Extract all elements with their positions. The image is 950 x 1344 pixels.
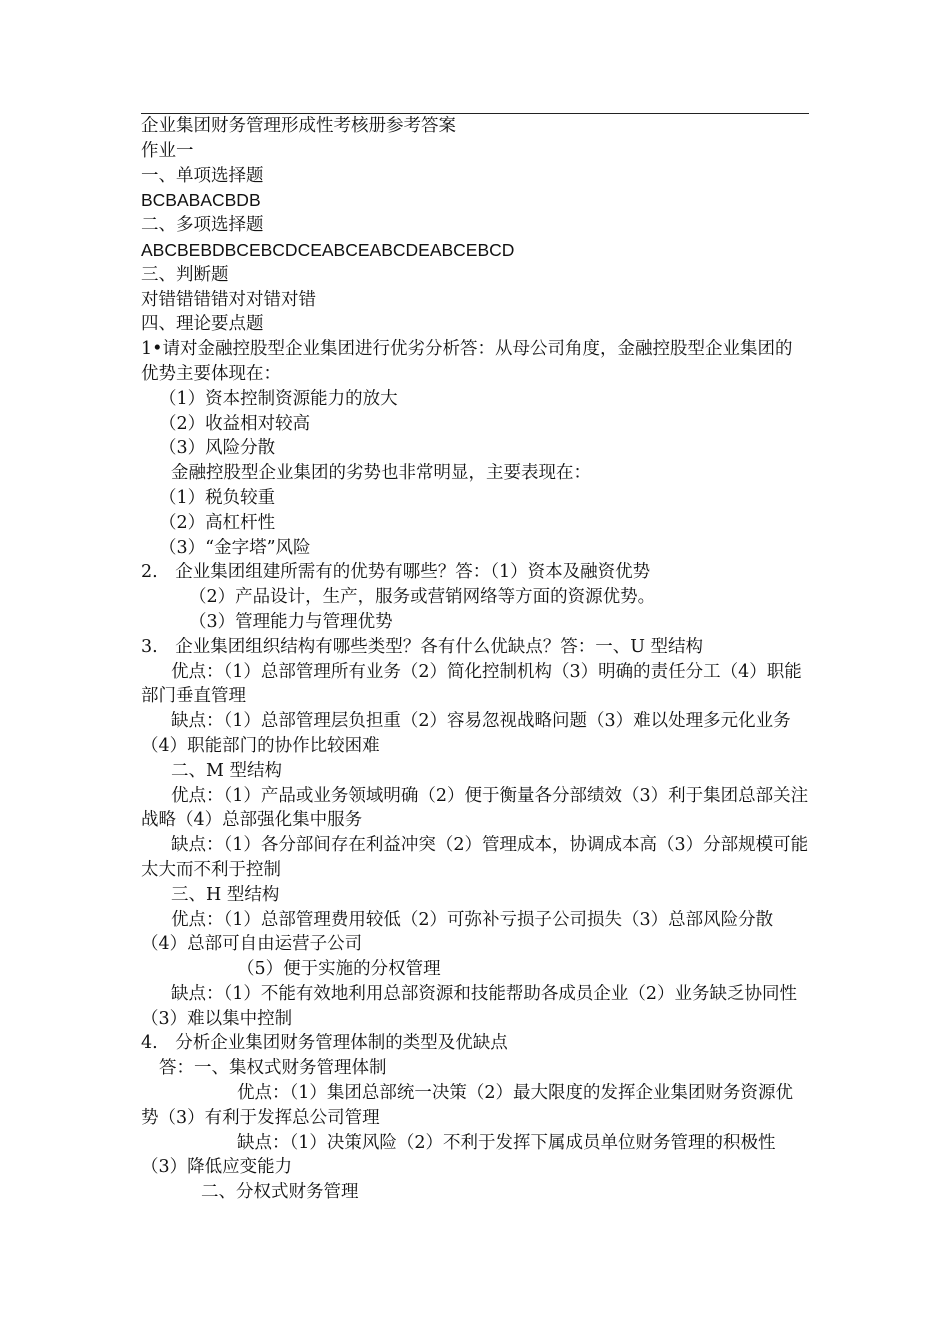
- question-3: 3. 企业集团组织结构有哪些类型？各有什么优缺点？答：一、U 型结构: [141, 636, 704, 657]
- q3-u-advantages: 优点：（1）总部管理所有业务（2）简化控制机构（3）明确的责任分工（4）职能部门垂直管理: [141, 661, 802, 707]
- q3-m-heading: 二、M 型结构: [171, 760, 282, 781]
- q1-advantage-item: （1）资本控制资源能力的放大: [159, 388, 398, 409]
- doc-title: 企业集团财务管理形成性考核册参考答案: [141, 116, 456, 136]
- section-3-heading: 三、判断题: [141, 264, 229, 285]
- q3-h-advantages: 优点：（1）总部管理费用较低（2）可弥补亏损子公司损失（3）总部风险分散（4）总部可自由运营子公司: [141, 909, 774, 955]
- q2-item: （2）产品设计，生产，服务或营销网络等方面的资源优势。: [189, 587, 656, 608]
- q3-h-disadvantages: 缺点：（1）不能有效地利用总部资源和技能帮助各成员企业（2）业务缺乏协同性（3）难以集中控制: [141, 983, 798, 1029]
- q4-disadvantages: 缺点：（1）决策风险（2）不利于发挥下属成员单位财务管理的积极性（3）降低应变能力: [141, 1132, 776, 1178]
- section-2-heading: 二、多项选择题: [141, 215, 264, 236]
- q3-h-advantages-extra: （5）便于实施的分权管理: [237, 959, 441, 980]
- q4-advantages: 优点：（1）集团总部统一决策（2）最大限度的发挥企业集团财务资源优势（3）有利于发挥总公司管理: [141, 1083, 794, 1128]
- q1-disadvantage-item: （1）税负较重: [159, 487, 276, 508]
- question-2: 2. 企业集团组建所需有的优势有哪些？答：（1）资本及融资优势: [141, 562, 651, 583]
- q1-disadvantage-intro: 金融控股型企业集团的劣势也非常明显，主要表现在：: [171, 463, 591, 484]
- assignment-label: 作业一: [141, 140, 194, 161]
- q1-advantage-item: （3）风险分散: [159, 438, 276, 459]
- section-2-answers: ABCBEBDBCEBCDCEABCEABCDEABCEBCD: [141, 239, 515, 260]
- q3-h-heading: 三、H 型结构: [171, 884, 280, 905]
- question-4: 4. 分析企业集团财务管理体制的类型及优缺点: [141, 1033, 508, 1054]
- q2-item: （3）管理能力与管理优势: [189, 611, 393, 632]
- q4-sub-heading: 二、分权式财务管理: [201, 1182, 359, 1203]
- section-1-heading: 一、单项选择题: [141, 165, 264, 186]
- section-4-heading: 四、理论要点题: [141, 314, 264, 335]
- q3-u-disadvantages: 缺点：（1）总部管理层负担重（2）容易忽视战略问题（3）难以处理多元化业务（4）职能部门的协作比较困难: [141, 711, 791, 756]
- q3-m-disadvantages: 缺点：（1）各分部间存在利益冲突（2）管理成本，协调成本高（3）分部规模可能太大而不利于控制: [141, 835, 809, 880]
- q3-m-advantages: 优点：（1）产品或业务领域明确（2）便于衡量各分部绩效（3）利于集团总部关注战略（4）总部强化集中服务: [141, 785, 809, 831]
- document-body: [141, 114, 809, 1205]
- section-3-answers: 对错错错错对对错对错: [141, 289, 316, 310]
- q1-disadvantage-item: （2）高杠杆性: [159, 512, 276, 533]
- question-1: 1•请对金融控股型企业集团进行优劣分析答：从母公司角度，金融控股型企业集团的优势主要体现在：: [141, 339, 793, 384]
- q1-disadvantage-item: （3）“金字塔”风险: [159, 537, 311, 558]
- q4-answer-heading: 答：一、集权式财务管理体制: [159, 1058, 387, 1079]
- section-1-answers: BCBABACBDB: [141, 190, 261, 211]
- q1-advantage-item: （2）收益相对较高: [159, 413, 311, 434]
